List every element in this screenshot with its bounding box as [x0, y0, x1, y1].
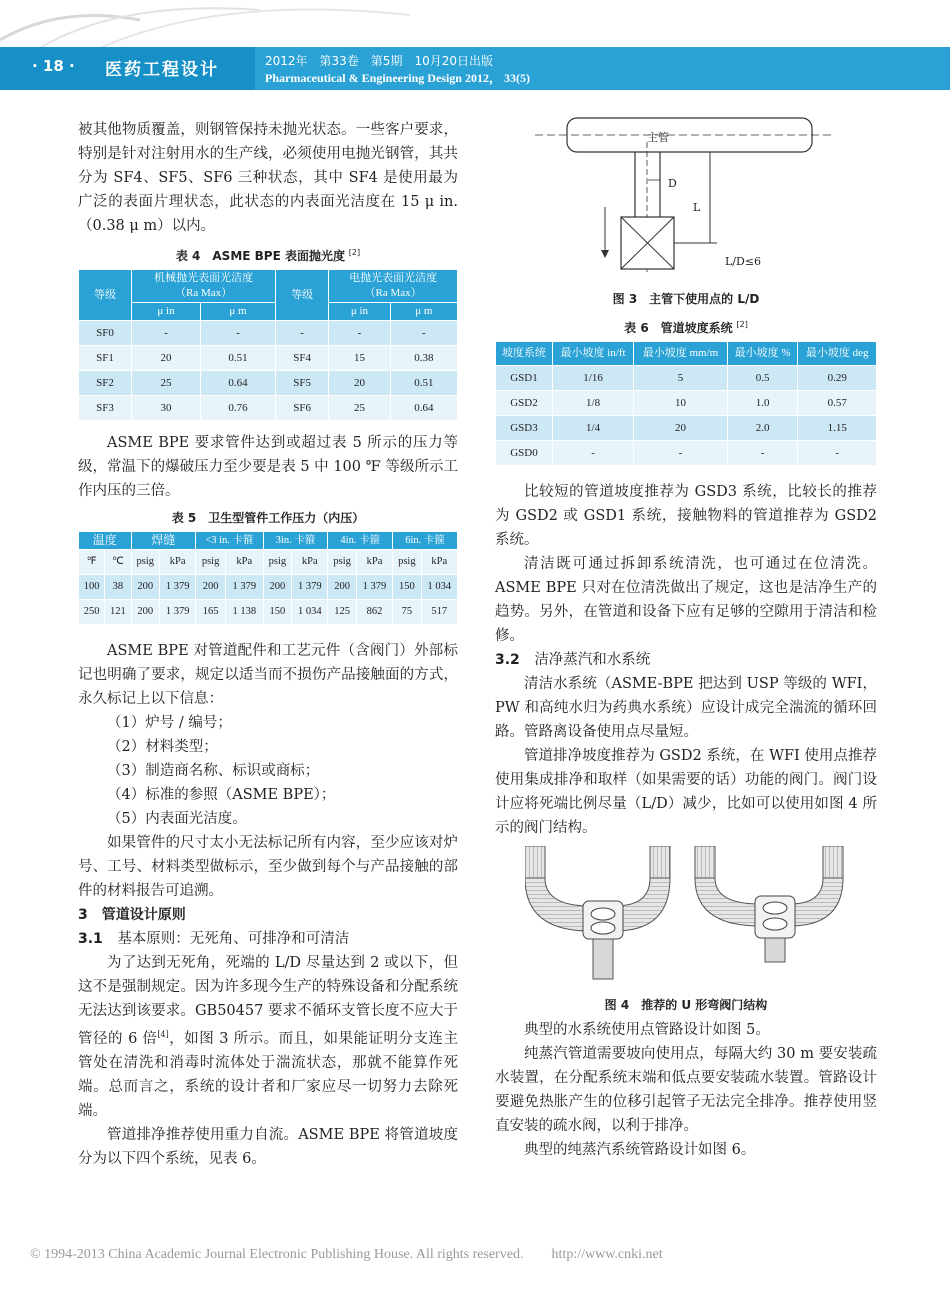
ld-diagram [535, 112, 835, 288]
cell: psig [131, 550, 160, 575]
col-header: 最小坡度 in/ft [552, 342, 633, 366]
paragraph: 比较短的管道坡度推荐为 GSD3 系统，比较长的推荐为 GSD2 或 GSD1 系统，接触物料的管道推荐为 GSD2 系统。 [495, 484, 877, 548]
header-text: 电抛光表面光洁度 [349, 272, 438, 284]
table-4 [78, 269, 458, 421]
cell: 517 [421, 600, 457, 625]
col-header: 最小坡度 mm/m [634, 342, 727, 366]
unit-header: μ m [390, 303, 457, 321]
table-6 [495, 341, 877, 466]
paragraph: ASME BPE 要求管件达到或超过表 5 所示的压力等级，常温下的爆破压力至少要是表 5 中 100 ℉ 等级所示工作内压的三倍。 [78, 435, 458, 499]
unit-header: μ in [329, 303, 391, 321]
cell: psig [263, 550, 292, 575]
citation: [4] [157, 1030, 169, 1039]
col-header: <3 in. 卡箍 [196, 532, 263, 550]
cell: 121 [105, 600, 131, 625]
caption-text: 表 5 卫生型管件工作压力（内压） [171, 511, 365, 525]
subsection-number: 3.2 [495, 652, 520, 668]
paragraph: ASME BPE 对管道配件和工艺元件（含阀门）外部标记也明确了要求，规定以适当而不损伤产品接触面的方式，永久标记上以下信息： [78, 643, 458, 707]
figure-3-caption [495, 290, 877, 308]
cell: 1 379 [160, 600, 196, 625]
cell: SF2 [79, 371, 132, 396]
l-label: L [693, 201, 701, 214]
table-row [496, 416, 877, 441]
col-header: 焊缝 [131, 532, 196, 550]
cell: SF6 [276, 396, 329, 421]
col-header: 等级 [79, 270, 132, 321]
cell: 862 [356, 600, 392, 625]
citation: [2] [736, 320, 748, 329]
paragraph: 管道排净推荐使用重力自流。ASME BPE 将管道坡度分为以下四个系统，见表 6。 [78, 1126, 458, 1167]
cell: GSD0 [496, 441, 553, 466]
cell: 38 [105, 575, 131, 600]
cell: 200 [131, 600, 160, 625]
caption-text: 表 6 管道坡度系统 [624, 321, 733, 335]
cell: 0.5 [727, 366, 798, 391]
cell: GSD2 [496, 391, 553, 416]
cell: psig [196, 550, 226, 575]
unit-header: μ in [132, 303, 201, 321]
cell: 165 [196, 600, 226, 625]
cell: 0.64 [390, 396, 457, 421]
cell: 0.38 [390, 346, 457, 371]
copyright-footer: © 1994-2013 China Academic Journal Electronic Publishing House. All rights reserved. http://www.cnki.net [30, 1247, 663, 1262]
cell: 30 [132, 396, 201, 421]
header-subtext: （Ra Max） [364, 287, 422, 299]
ratio-label: L/D≤6 [725, 255, 762, 268]
cell: SF0 [79, 321, 132, 346]
cell: ℃ [105, 550, 131, 575]
cell: kPa [421, 550, 457, 575]
issue-info-en: Pharmaceutical & Engineering Design 2012， 33(5) [265, 71, 530, 85]
cell: - [200, 321, 275, 346]
cell: ℉ [79, 550, 105, 575]
caption-text: 图 4 推荐的 U 形弯阀门结构 [604, 998, 768, 1012]
cell: psig [393, 550, 422, 575]
col-header: 4in. 卡箍 [328, 532, 393, 550]
paragraph: 典型的水系统使用点管路设计如图 5。 [524, 1022, 770, 1038]
table-5 [78, 531, 458, 625]
table-row [496, 366, 877, 391]
cell: - [552, 441, 633, 466]
page-header [0, 47, 950, 90]
col-header: 6in. 卡箍 [393, 532, 458, 550]
cell: 75 [393, 600, 422, 625]
cell: 0.51 [200, 346, 275, 371]
header-decoration [0, 0, 420, 48]
table-row [79, 600, 458, 625]
header-title-block [0, 47, 255, 90]
cell: kPa [292, 550, 328, 575]
cell: 250 [79, 600, 105, 625]
col-header: 最小坡度 deg [798, 342, 877, 366]
col-header [329, 270, 458, 303]
table-row [496, 441, 877, 466]
cell: SF1 [79, 346, 132, 371]
paragraph: 管道排净坡度推荐为 GSD2 系统，在 WFI 使用点推荐使用集成排净和取样（如果需要的话）功能的阀门。阀门设计应将死端比例尽量（L/D）减少，比如可以使用如图 4 所示的阀门结构。 [495, 748, 877, 836]
u-bend-valve-diagram [525, 846, 845, 991]
cell: 20 [132, 346, 201, 371]
cell: 2.0 [727, 416, 798, 441]
cell: 1/8 [552, 391, 633, 416]
table5-caption [78, 509, 458, 527]
cell: GSD1 [496, 366, 553, 391]
paragraph [78, 951, 458, 1123]
cell: 1 379 [160, 575, 196, 600]
cell: kPa [160, 550, 196, 575]
caption-text: 图 3 主管下使用点的 L/D [612, 292, 760, 306]
list-item: （3）制造商名称、标识或商标； [107, 763, 320, 779]
cell: 1.0 [727, 391, 798, 416]
caption-text: 表 4 ASME BPE 表面抛光度 [175, 249, 345, 263]
cell: - [329, 321, 391, 346]
paragraph: 纯蒸汽管道需要坡向使用点，每隔大约 30 m 要安装疏水装置，在分配系统末端和低点要安装疏水装置。管路设计要避免热胀产生的位移引起管子无法完全排净。推荐使用竖直安装的疏水阀，以利于排净。 [495, 1046, 877, 1134]
figure-4-caption [495, 996, 877, 1014]
paragraph: 被其他物质覆盖，则钢管保持未抛光状态。一些客户要求，特别是针对注射用水的生产线，必须使用电抛光钢管，其共分为 SF4、SF5、SF6 三种状态，其中 SF4 是使用最为广泛的表面片理状态，此状态的内表面光洁度在 15 μ in.（0.38 μ m）以内。 [78, 122, 458, 234]
cell: SF3 [79, 396, 132, 421]
cell: 200 [196, 575, 226, 600]
subsection-title: 洁净蒸汽和水系统 [534, 652, 651, 668]
paragraph: 清洁既可通过拆卸系统清洗，也可通过在位清洗。ASME BPE 只对在位清洗做出了规定，这也是洁净生产的趋势。另外，在管道和设备下应有足够的空隙用于清洁和检修。 [495, 556, 877, 644]
cell: 150 [393, 575, 422, 600]
subsection-number: 3.1 [78, 931, 103, 947]
table-row [79, 371, 458, 396]
right-column [495, 112, 877, 1162]
journal-name: 医药工程设计 [105, 60, 219, 80]
cell: 0.76 [200, 396, 275, 421]
cell: 100 [79, 575, 105, 600]
cell: 200 [263, 575, 292, 600]
list-item: （2）材料类型； [107, 739, 218, 755]
paragraph: 典型的纯蒸汽系统管路设计如图 6。 [524, 1142, 756, 1158]
table4-caption [78, 244, 458, 265]
unit-row [79, 550, 458, 575]
table-row [79, 321, 458, 346]
subsection-heading [495, 648, 877, 672]
marking-list [78, 711, 458, 831]
header-subtext: （Ra Max） [175, 287, 233, 299]
cell: SF4 [276, 346, 329, 371]
list-item: （5）内表面光洁度。 [107, 811, 247, 827]
cell: 0.51 [390, 371, 457, 396]
cell: 10 [634, 391, 727, 416]
cell: - [727, 441, 798, 466]
cell: - [132, 321, 201, 346]
cell: - [390, 321, 457, 346]
cell: 0.64 [200, 371, 275, 396]
paragraph-text: ，如图 3 所示。而且，如果能证明分支连主管处在清洗和消毒时流体处于湍流状态，那就不能算作死端。总而言之，系统的设计者和厂家应尽一切努力去除死端。 [78, 1030, 458, 1119]
col-header: 3in. 卡箍 [263, 532, 328, 550]
col-header: 坡度系统 [496, 342, 553, 366]
paragraph: 如果管件的尺寸太小无法标记所有内容，至少应该对炉号、工号、材料类型做标示，至少做到每个与产品接触的部件的材料报告可追溯。 [78, 835, 458, 899]
cell: 25 [329, 396, 391, 421]
unit-header: μ m [200, 303, 275, 321]
cell: 20 [634, 416, 727, 441]
main-pipe-label: 主管 [647, 131, 669, 144]
list-item: （4）标准的参照（ASME BPE）； [107, 787, 336, 803]
cell: 1 379 [356, 575, 392, 600]
table-row [496, 391, 877, 416]
cell: 1 034 [292, 600, 328, 625]
cell: 1.15 [798, 416, 877, 441]
cell: 200 [328, 575, 357, 600]
left-column [78, 118, 458, 1171]
issue-info-cn: 2012年 第33卷 第5期 10月20日出版 [265, 54, 493, 68]
cell: 25 [132, 371, 201, 396]
cell: 1 379 [225, 575, 263, 600]
col-header: 最小坡度 % [727, 342, 798, 366]
table-row [79, 346, 458, 371]
cell: kPa [225, 550, 263, 575]
cell: 0.29 [798, 366, 877, 391]
cell: kPa [356, 550, 392, 575]
cell: 20 [329, 371, 391, 396]
cell: 0.57 [798, 391, 877, 416]
table-row [79, 396, 458, 421]
cell: - [276, 321, 329, 346]
cell: - [798, 441, 877, 466]
cell: 1/16 [552, 366, 633, 391]
cell: 200 [131, 575, 160, 600]
cell: SF5 [276, 371, 329, 396]
col-header: 等级 [276, 270, 329, 321]
paragraph-text: 为了达到无死角，死端的 L/D 尽量达到 2 或以下，但这不是强制规定。因为许多现今生产的特殊设备和分配系统无法达到该要求。GB50457 要求不循环支管长度不应大于管径的 6 倍 [78, 955, 458, 1047]
cell: psig [328, 550, 357, 575]
cell: 1 379 [292, 575, 328, 600]
d-label: D [668, 177, 677, 190]
table6-caption [495, 316, 877, 337]
cell: 5 [634, 366, 727, 391]
citation: [2] [348, 248, 361, 257]
table-row [79, 575, 458, 600]
cell: 150 [263, 600, 292, 625]
paragraph: 清洁水系统（ASME-BPE 把达到 USP 等级的 WFI，PW 和高纯水归为药典水系统）应设计成完全湍流的循环回路。管路离设备使用点尽量短。 [495, 676, 877, 740]
cell: 1 138 [225, 600, 263, 625]
list-item: （1）炉号 / 编号； [107, 715, 232, 731]
col-header: 温度 [79, 532, 132, 550]
header-text: 机械抛光表面光洁度 [154, 272, 254, 284]
cell: 1/4 [552, 416, 633, 441]
section-heading: 3 管道设计原则 [78, 907, 186, 923]
cell: 1 034 [421, 575, 457, 600]
cell: 15 [329, 346, 391, 371]
subsection-title: 基本原则：无死角、可排净和可清洁 [117, 931, 350, 947]
subsection-heading [78, 927, 458, 951]
figure-4 [525, 846, 877, 996]
col-header [132, 270, 276, 303]
cell: 125 [328, 600, 357, 625]
cell: - [634, 441, 727, 466]
figure-3 [535, 112, 877, 288]
page-number: · 18 · [32, 57, 75, 75]
cell: GSD3 [496, 416, 553, 441]
